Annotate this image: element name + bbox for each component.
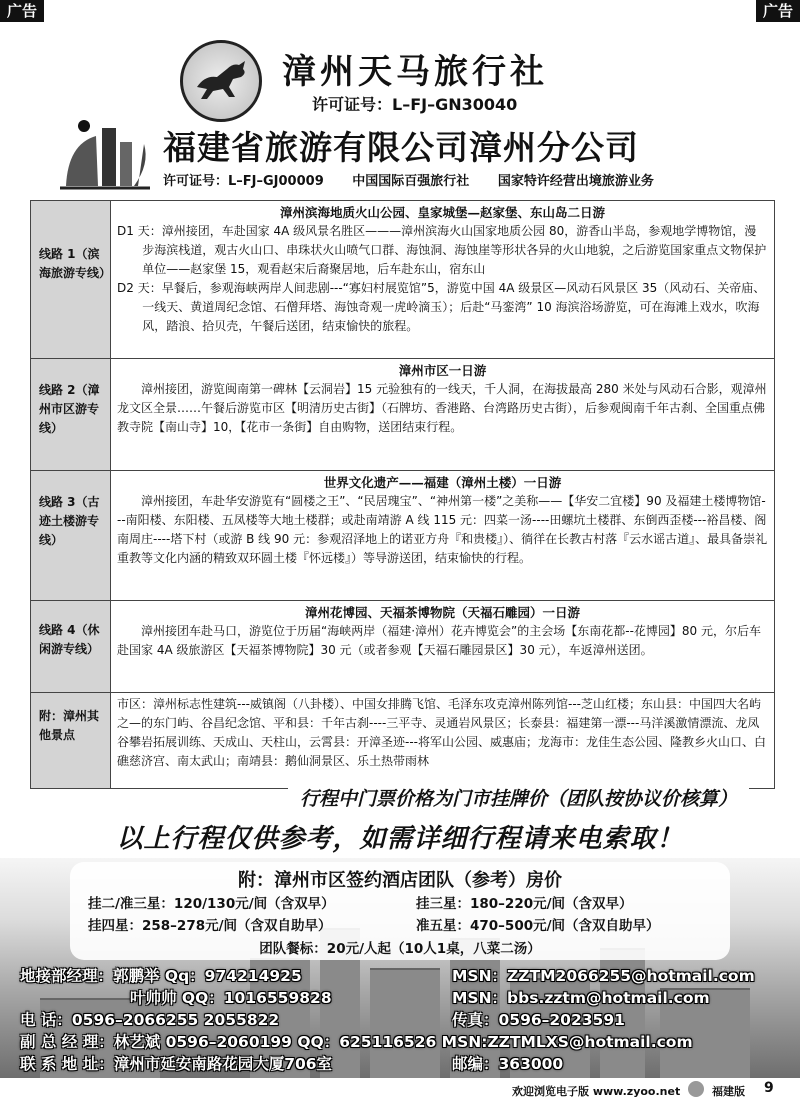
contact-postcode: 邮编：363000	[452, 1055, 564, 1073]
route-text: 漳州接团车赴马口，游览位于历届“海峡两岸（福建·漳州）花卉博览会”的主会场【东南花都--花博园】80 元，尔后车赴国家 4A 级旅游区【天福茶博物院】30 元（或者参观【天福石雕园景区】30 元），车返漳州送团。	[117, 624, 761, 657]
meal-standard: 团队餐标：20元/人起（10人1桌，八菜二汤）	[259, 941, 541, 957]
route-body	[111, 693, 775, 789]
route-title: 漳州花博园、天福茶博物院（天福石雕园）一日游	[304, 605, 580, 620]
fujian-tourism-logo-icon	[58, 114, 153, 194]
route-body	[111, 201, 775, 359]
hotel-price-item: 准五星：470–500元/间（含双自助早）	[416, 918, 660, 934]
route-label: 附：漳州其他景点	[31, 693, 111, 789]
company-license: 许可证号：L–FJ–GJ00009	[163, 174, 324, 189]
company-license-row	[163, 170, 678, 189]
hotel-price-item: 挂二/准三星：120/130元/间（含双早）	[88, 896, 335, 912]
ad-tag-right: 广告	[756, 0, 800, 22]
footer-edition: 福建版	[712, 1085, 745, 1098]
route-label: 线路 3（古迹土楼游专线）	[31, 471, 111, 601]
route-label: 线路 1（滨海旅游专线）	[31, 201, 111, 359]
page-footer	[0, 1078, 800, 1100]
contact-msn-1: MSN：ZZTM2066255@hotmail.com	[452, 967, 755, 985]
contact-msn-2: MSN：bbs.zztm@hotmail.com	[452, 989, 710, 1007]
route-day2: D2 天：早餐后，参观海峡两岸人间悲剧---“寡妇村展览馆”5，游览中国 4A 级景区—风动石风景区 35（风动石、关帝庙、一线天、黄道周纪念馆、石僧拜塔、海蚀奇观一虎岭滴玉）；后赴“马銮湾” 10 海滨浴场游览，可在海滩上戏水，吹海风，踏浪、拾贝壳，午餐后送团，结束愉快的旅程。	[117, 281, 766, 333]
route-title: 漳州市区一日游	[398, 363, 487, 378]
route-label: 线路 4（休闲游专线）	[31, 601, 111, 693]
outbound-tag: 国家特许经营出境旅游业务	[497, 174, 654, 189]
reference-headline: 以上行程仅供参考，如需详细行程请来电索取！	[116, 824, 684, 854]
route-body	[111, 601, 775, 693]
footer-website: 欢迎浏览电子版 www.zyoo.net	[512, 1085, 681, 1098]
agency-title: 漳州天马旅行社	[282, 52, 548, 92]
contact-deputy-gm: 副 总 经 理：林艺斌 0596–2060199 QQ：625116526 MSN:ZZTMLXS@hotmail.com	[20, 1033, 693, 1051]
tianma-logo-icon	[180, 40, 262, 122]
route-day1: D1 天：漳州接团，车赴国家 4A 级风景名胜区———漳州滨海火山国家地质公园 80，游香山半岛，参观地学博物馆，漫步海滨栈道，观古火山口、串珠状火山喷气口群、海蚀洞、海蚀崖等形状各异的火山地貌，之后游览国家重点文物保护单位——赵家堡 15，观看赵宋后裔聚居地，后车赴东山，宿东山	[117, 224, 767, 276]
route-title: 世界文化遗产——福建（漳州土楼）一日游	[323, 475, 562, 490]
contact-second: 叶帅帅 QQ：1016559828	[130, 989, 332, 1007]
route-row	[31, 201, 775, 359]
contact-manager: 地接部经理：郭鹏举 Qq：974214925	[20, 967, 302, 985]
route-row	[31, 359, 775, 471]
hotel-price-title: 附：漳州市区签约酒店团队（参考）房价	[238, 870, 562, 891]
ticket-price-notice: 行程中门票价格为门市挂牌价（团队按协议价核算）	[288, 784, 749, 814]
ad-tag-left: 广告	[0, 0, 44, 22]
page-number: 9	[764, 1080, 774, 1096]
hotel-price-item: 挂三星：180–220元/间（含双早）	[416, 896, 633, 912]
agency-license: 许可证号：L–FJ–GN30040	[312, 95, 518, 114]
contact-phone: 电 话：0596–2066255 2055822	[20, 1011, 280, 1029]
header	[0, 22, 800, 197]
route-row	[31, 693, 775, 789]
route-body	[111, 471, 775, 601]
hotel-price-item: 挂四星：258–278元/间（含双自助早）	[88, 918, 332, 934]
route-title: 漳州滨海地质火山公园、皇家城堡—赵家堡、东山岛二日游	[279, 205, 605, 220]
other-sights-text: 市区：漳州标志性建筑---威镇阁（八卦楼）、中国女排腾飞馆、毛泽东攻克漳州陈列馆---芝山红楼；东山县：中国四大名屿之—的东门屿、谷昌纪念馆、平和县：千年古刹----三平寺、灵通岩风景区；长泰县：福建第一漂---马洋溪激情漂流、龙凤谷攀岩拓展训练、天成山、天柱山，云霄县：开漳圣迹---将军山公园、威惠庙；龙海市：龙佳生态公园、隆教乡火山口、白礁慈济宫、南太武山；南靖县：鹅仙洞景区、乐土热带雨林	[117, 697, 766, 768]
zyoo-logo-icon	[688, 1081, 704, 1097]
route-label: 线路 2（漳州市区游专线）	[31, 359, 111, 471]
route-row	[31, 601, 775, 693]
company-title: 福建省旅游有限公司漳州分公司	[163, 128, 639, 167]
top100-tag: 中国国际百强旅行社	[352, 174, 470, 189]
contact-fax: 传真：0596–2023591	[452, 1011, 625, 1029]
route-body	[111, 359, 775, 471]
route-row	[31, 471, 775, 601]
contact-address: 联 系 地 址：漳州市延安南路花园大厦706室	[20, 1055, 333, 1073]
routes-table	[30, 200, 775, 789]
route-text: 漳州接团，游览闽南第一碑林【云洞岩】15 元验独有的一线天，千人洞，在海拔最高 280 米处与风动石合影，观漳州龙文区全景……午餐后游览市区【明清历史古街】（石牌坊、香港路、台湾路历史古街），后参观闽南千年古刹、全国重点佛教寺院【南山寺】10，【花市一条街】自由购物，送团结束行程。	[117, 382, 767, 434]
route-text: 漳州接团，车赴华安游览有“圆楼之王”、“民居瑰宝”、“神州第一楼”之美称——【华安二宜楼】90 及福建土楼博物馆---南阳楼、东阳楼、五凤楼等大地土楼群；或赴南靖游 A 线 115 元：四菜一汤----田螺坑土楼群、东倒西歪楼---裕昌楼、阁南周庄----塔下村（或游 B 线 90 元：参观沼泽地上的诺亚方舟『和贵楼』）、徜徉在长教古村落『云水谣古道』、最具备崇礼重教等文化内涵的精致双环圆土楼『怀远楼』）等导游送团，结束愉快的行程。	[117, 494, 768, 565]
